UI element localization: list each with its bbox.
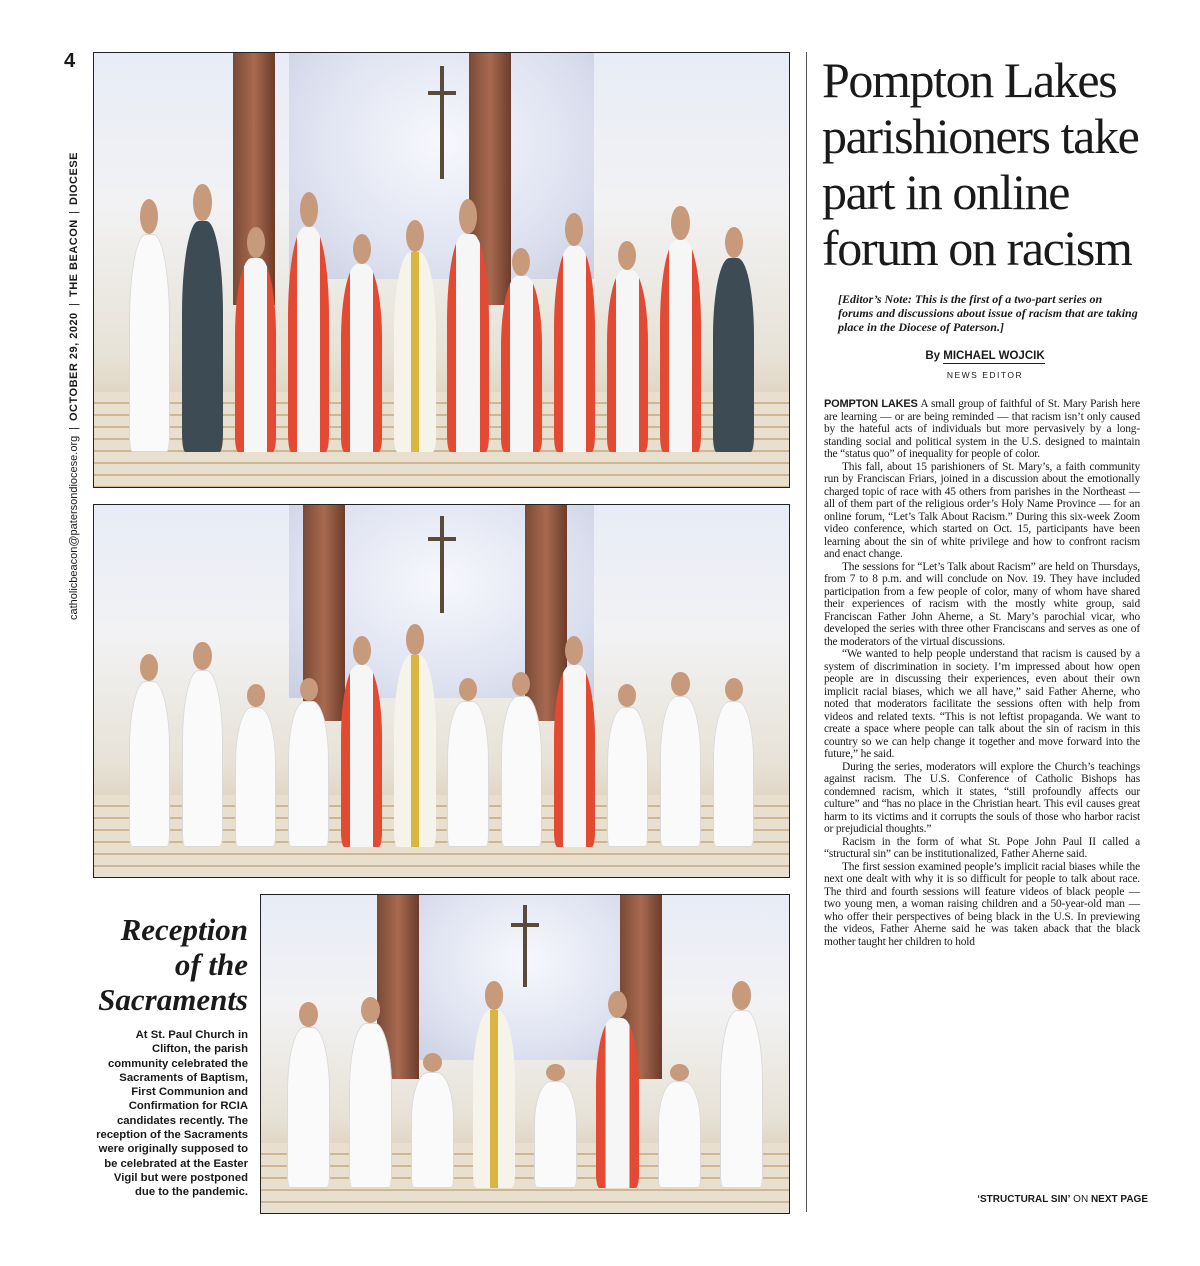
column-divider — [806, 52, 807, 1212]
person — [129, 234, 170, 453]
page-number: 4 — [64, 50, 76, 72]
article-paragraph: During the series, moderators will explore the Church’s teachings against racism. The U.S. Conference of Catholic Bishops has condemned racism, which it states, “still profoundly affects our culture” and “has no place in the Christian heart. This evil causes great harm to its victims and it corrupts the souls of those who harbor racist or prejudicial thoughts.” — [824, 760, 1140, 835]
person — [501, 276, 542, 452]
person — [235, 707, 276, 848]
person — [287, 1027, 330, 1187]
folio-email: catholicbeacon@patersondiocese.org — [68, 435, 80, 620]
person — [129, 681, 170, 848]
byline-author: MICHAEL WOJCIK — [943, 350, 1045, 362]
person — [394, 655, 435, 848]
folio-date: OCTOBER 29, 2020 — [68, 312, 80, 421]
article-paragraph: “We wanted to help people understand that racism is caused by a system of discrimination in society. I’m impressed about how open people are in discussing their experiences, even about their own implicit racial biases, which we all have,” said Father Aherne, who noted that moderators facilitate the sessions often with help from videos and related texts. “This is not leftist propaganda. We want to create a space where people can talk about the sin of racism in this country so we can help change it together and move forward into the future,” he said. — [824, 648, 1140, 760]
person — [660, 240, 701, 453]
person — [447, 701, 488, 847]
group-of-people — [287, 965, 762, 1188]
article-paragraph: The sessions for “Let’s Talk about Racism” are held on Thursdays, from 7 to 8 p.m. and will conclude on Nov. 19. They have included participation from a few people of color, many of whom have shared their experiences of racism with the mostly white group, said Franciscan Father John Aherne, a St. Mary’s parochial vicar, who developed the series with three other Franciscans and serves as one of the moderators of the virtual discussions. — [824, 560, 1140, 648]
sidebar-headline: Reception of the Sacraments — [98, 912, 248, 1017]
person — [447, 234, 488, 453]
article-paragraph: The first session examined people’s implicit racial biases while the next one dealt with why it is so difficult for people to talk about race. The third and fourth sessions will feature videos of black people — two young men, a woman raising children and a 50-year-old man — who offer their perspectives of being black in the U.S. In previewing the videos, Father Aherne said he was taken aback that the black mother taught her children to hold — [824, 860, 1140, 948]
folio-publication: THE BEACON — [68, 219, 80, 298]
paragraph-text: A small group of faithful of St. Mary Parish here are learning — or are being reminded — that racism isn’t only caused by the hateful acts of individuals but more pervasively by a long-standing social and political system in the U.S. designed to maintain the “status quo” of inequality for people of color. — [824, 398, 1140, 460]
article-paragraph: This fall, about 15 parishioners of St. Mary’s, a faith community run by Franciscan Friars, joined in a discussion about the emotionally charged topic of race with 45 others from parishes in the Northeast — all of them part of the religious order’s Holy Name Province — for an online forum, “Let’s Talk About Racism.” During this six-week Zoom video conference, which started on Oct. 15, participants have been learning about the sin of white privilege and how to confront racism and enact change. — [824, 460, 1140, 560]
sidebar-caption: At St. Paul Church in Clifton, the parish community celebrated the Sacraments of Baptism, First Communion and Confirmation for RCIA candidates recently. The reception of the Sacraments were originally supposed to be celebrated at the Easter Vigil but were postponed due to the pandemic. — [96, 1029, 248, 1199]
article-body — [824, 398, 1140, 948]
person — [713, 258, 754, 452]
jump-label: ‘STRUCTURAL SIN’ — [977, 1194, 1071, 1205]
photo-baptism-group — [260, 894, 790, 1214]
person — [288, 227, 329, 452]
article-paragraph — [824, 398, 1140, 461]
person — [182, 221, 223, 452]
byline-title: NEWS EDITOR — [946, 370, 1024, 380]
person — [473, 1010, 516, 1188]
person — [534, 1081, 577, 1188]
person — [607, 270, 648, 452]
person — [554, 246, 595, 453]
folio-section: DIOCESE — [68, 151, 80, 205]
byline-by: By — [925, 350, 941, 362]
article-headline: Pompton Lakes parishioners take part in online forum on racism — [822, 52, 1139, 276]
folio-strip — [62, 80, 86, 620]
person — [341, 264, 382, 452]
jump-line — [824, 1194, 1148, 1205]
group-of-people — [129, 148, 755, 452]
person — [411, 1072, 454, 1188]
group-of-people — [129, 587, 755, 847]
person — [349, 1023, 392, 1188]
person — [288, 701, 329, 847]
photo-confirmation-group — [93, 52, 790, 488]
person — [607, 707, 648, 848]
person — [394, 252, 435, 453]
person — [182, 670, 223, 847]
folio-separator: | — [68, 303, 80, 307]
person — [660, 696, 701, 847]
person — [341, 665, 382, 847]
jump-on: ON — [1073, 1194, 1089, 1205]
photo-first-communion-group — [93, 504, 790, 878]
folio-separator: | — [68, 210, 80, 214]
person — [713, 701, 754, 847]
article-paragraph: Racism in the form of what St. Pope John Paul II called a “structural sin” can be institutionalized, Father Aherne said. — [824, 835, 1140, 860]
person — [235, 258, 276, 452]
person — [720, 1010, 763, 1188]
person — [658, 1081, 701, 1188]
editors-note: [Editor’s Note: This is the first of a two-part series on forums and discussions about issue of racism that are taking place in the Diocese of Paterson.] — [838, 292, 1138, 334]
folio-separator: | — [68, 426, 80, 430]
jump-target: NEXT PAGE — [1090, 1194, 1148, 1205]
person — [554, 665, 595, 847]
person — [501, 696, 542, 847]
person — [596, 1018, 639, 1187]
dateline: POMPTON LAKES — [824, 398, 918, 410]
byline — [822, 350, 1148, 362]
